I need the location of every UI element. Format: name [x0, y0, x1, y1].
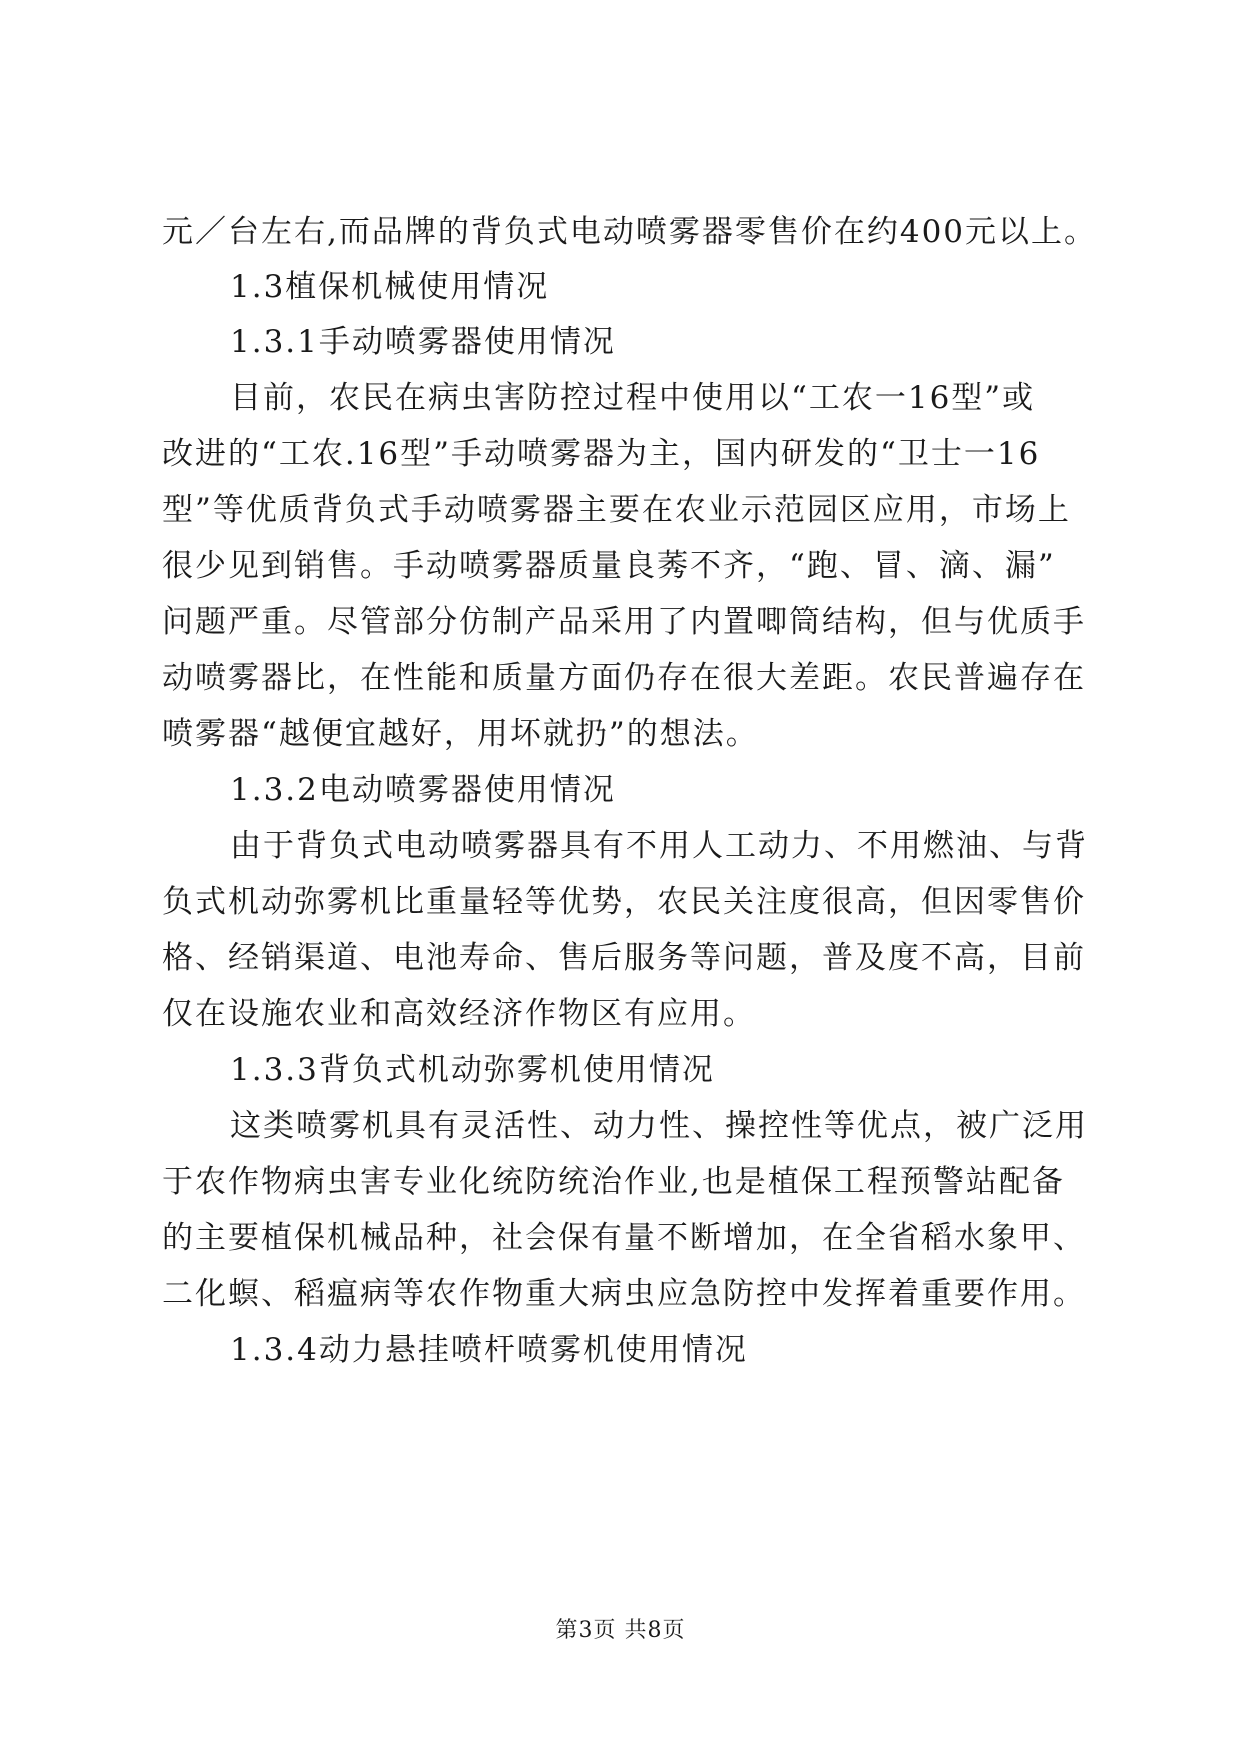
body-text-line: 这类喷雾机具有灵活性、动力性、操控性等优点，被广泛用: [230, 1108, 1088, 1144]
body-text-line: 仅在设施农业和高效经济作物区有应用。: [162, 996, 756, 1032]
body-text-line: 动喷雾器比，在性能和质量方面仍存在很大差距。农民普遍存在: [162, 660, 1086, 696]
body-text-line: 目前，农民在病虫害防控过程中使用以“工农一16型”或: [230, 380, 1036, 416]
subsection-heading: 1.3.4动力悬挂喷杆喷雾机使用情况: [230, 1332, 748, 1368]
subsection-heading: 1.3.3背负式机动弥雾机使用情况: [230, 1052, 715, 1088]
body-text-line: 问题严重。尽管部分仿制产品采用了内置唧筒结构，但与优质手: [162, 604, 1086, 640]
subsection-heading: 1.3.1手动喷雾器使用情况: [230, 324, 616, 360]
body-text-line: 的主要植保机械品种，社会保有量不断增加，在全省稻水象甲、: [162, 1220, 1086, 1256]
body-text-line: 格、经销渠道、电池寿命、售后服务等问题，普及度不高，目前: [162, 940, 1086, 976]
body-text-line: 喷雾器“越便宜越好，用坏就扔”的想法。: [162, 716, 759, 752]
body-text-line: 由于背负式电动喷雾器具有不用人工动力、不用燃油、与背: [230, 828, 1088, 864]
body-text-line: 负式机动弥雾机比重量轻等优势，农民关注度很高，但因零售价: [162, 884, 1086, 920]
subsection-heading: 1.3.2电动喷雾器使用情况: [230, 772, 616, 808]
page-number-footer: 第3页 共8页: [555, 1618, 686, 1643]
body-text-line: 二化螟、稻瘟病等农作物重大病虫应急防控中发挥着重要作用。: [162, 1276, 1086, 1312]
body-text-line: 于农作物病虫害专业化统防统治作业,也是植保工程预警站配备: [162, 1164, 1065, 1200]
body-text-line: 型”等优质背负式手动喷雾器主要在农业示范园区应用，市场上: [162, 492, 1071, 528]
section-heading: 1.3植保机械使用情况: [230, 269, 550, 305]
body-text-line: 元／台左右,而品牌的背负式电动喷雾器零售价在约400元以上。: [162, 214, 1098, 250]
body-text-line: 改进的“工农.16型”手动喷雾器为主，国内研发的“卫士一16: [162, 436, 1041, 472]
body-text-line: 很少见到销售。手动喷雾器质量良莠不齐，“跑、冒、滴、漏”: [162, 548, 1056, 584]
